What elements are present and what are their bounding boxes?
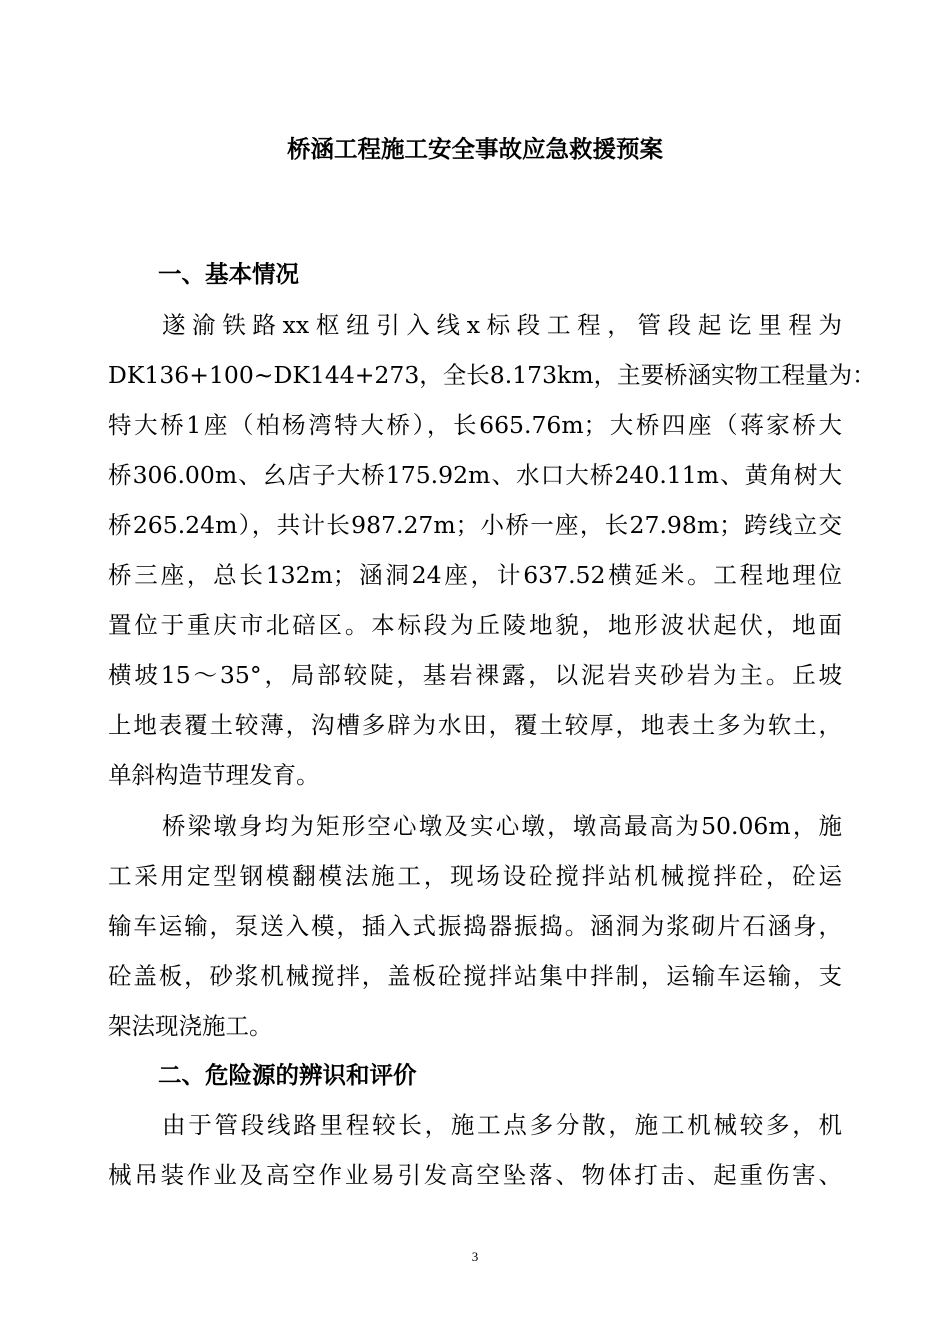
paragraph-line: 上地表覆土较薄，沟槽多辟为水田，覆土较厚，地表土多为软土， xyxy=(108,711,842,739)
paragraph-line: 输车运输，泵送入模，插入式振捣器振捣。涵洞为浆砌片石涵身， xyxy=(108,912,842,940)
paragraph-line: 特大桥1座（柏杨湾特大桥），长665.76m；大桥四座（蒋家桥大 xyxy=(108,411,842,439)
paragraph-line: 架法现浇施工。 xyxy=(108,1012,273,1040)
section-heading-basic-info: 一、基本情况 xyxy=(158,260,299,288)
paragraph-line: 工采用定型钢模翻模法施工，现场设砼搅拌站机械搅拌砼，砼运 xyxy=(108,862,842,890)
paragraph-line: 由于管段线路里程较长，施工点多分散，施工机械较多，机 xyxy=(162,1111,842,1139)
paragraph-line: 械吊装作业及高空作业易引发高空坠落、物体打击、起重伤害、 xyxy=(108,1161,842,1189)
paragraph-line: 砼盖板，砂浆机械搅拌，盖板砼搅拌站集中拌制，运输车运输，支 xyxy=(108,962,842,990)
paragraph-line: 横坡15～35°，局部较陡，基岩裸露，以泥岩夹砂岩为主。丘坡 xyxy=(108,661,842,689)
paragraph-line: 单斜构造节理发育。 xyxy=(108,761,320,789)
paragraph-line: 桥梁墩身均为矩形空心墩及实心墩，墩高最高为50.06m，施 xyxy=(162,812,842,840)
section-heading-hazard-identification: 二、危险源的辨识和评价 xyxy=(158,1061,417,1089)
paragraph-line: 遂渝铁路xx枢纽引入线x标段工程，管段起讫里程为 xyxy=(162,311,842,339)
paragraph-line: 桥三座，总长132m；涵洞24座，计637.52横延米。工程地理位 xyxy=(108,561,842,589)
paragraph-line: 桥265.24m），共计长987.27m；小桥一座，长27.98m；跨线立交 xyxy=(108,511,842,539)
paragraph-line: DK136+100~DK144+273，全长8.173km，主要桥涵实物工程量为： xyxy=(108,361,876,389)
document-title: 桥涵工程施工安全事故应急救援预案 xyxy=(287,135,663,163)
paragraph-line: 置位于重庆市北碚区。本标段为丘陵地貌，地形波状起伏，地面 xyxy=(108,611,842,639)
page-number: 3 xyxy=(471,1249,479,1264)
paragraph-line: 桥306.00m、幺店子大桥175.92m、水口大桥240.11m、黄角树大 xyxy=(108,461,842,489)
